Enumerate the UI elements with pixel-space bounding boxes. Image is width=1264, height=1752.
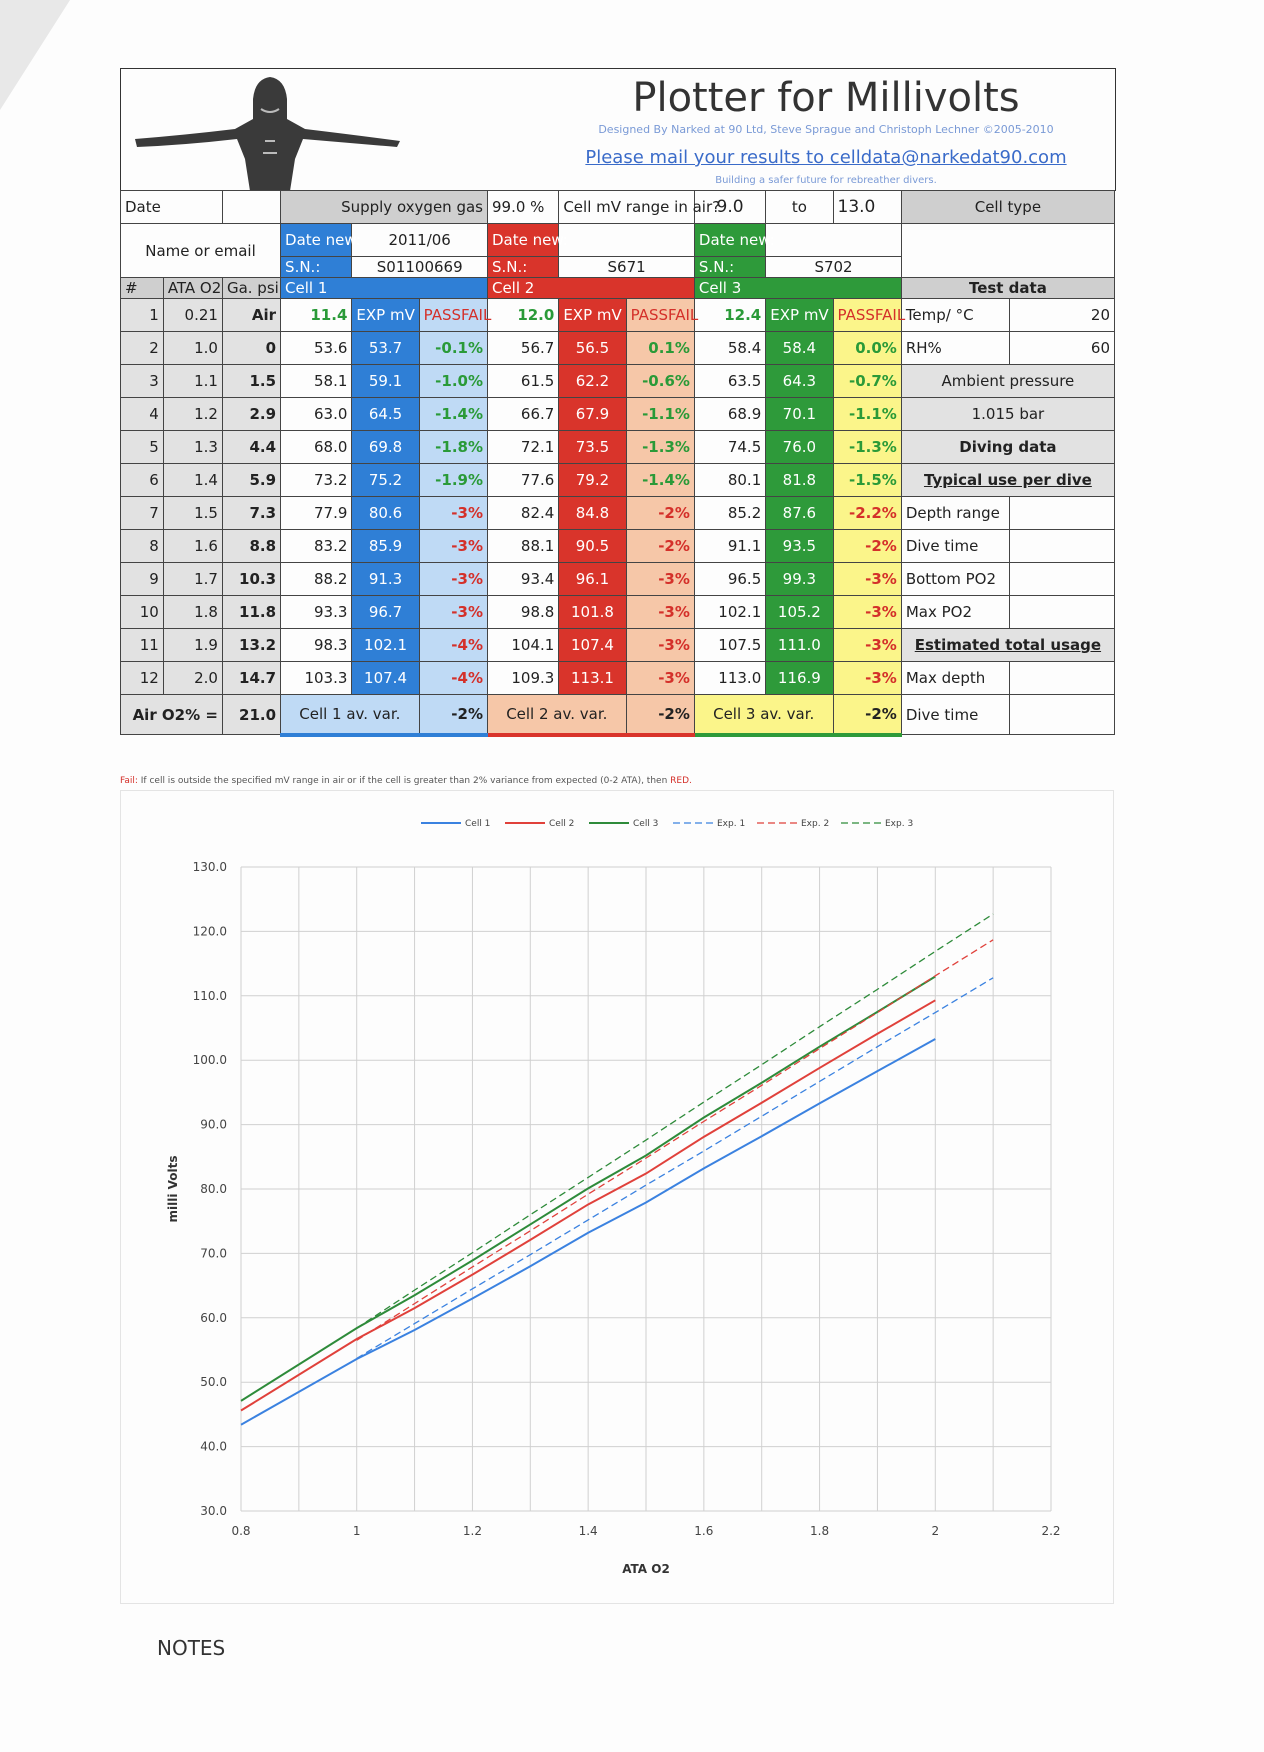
tagline: Building a safer future for rebreather divers.	[715, 175, 937, 186]
cell3-mv[interactable]: 68.9	[694, 398, 765, 431]
cell2-exp-mv: 90.5	[559, 530, 626, 563]
cell3-passfail: PASSFAIL	[833, 299, 901, 332]
cell2-mv[interactable]: 61.5	[487, 365, 558, 398]
cell1-passfail: PASSFAIL	[419, 299, 487, 332]
air-o2-value: 21.0	[222, 695, 280, 735]
cell3-exp-mv: 116.9	[766, 662, 833, 695]
cell3-mv[interactable]: 80.1	[694, 464, 765, 497]
cell1-exp-mv: 69.8	[352, 431, 419, 464]
ga-psi-value: 4.4	[222, 431, 280, 464]
cell1-passfail: -3%	[419, 530, 487, 563]
y-tick-label: 90.0	[200, 1117, 227, 1132]
ata-o2-value: 0.21	[163, 299, 222, 332]
cell1-mv[interactable]: 73.2	[281, 464, 352, 497]
cell1-avg-value: -2%	[419, 695, 487, 735]
ata-o2-value: 1.5	[163, 497, 222, 530]
side-label: RH%	[901, 332, 1009, 365]
x-tick-label: 1.8	[810, 1524, 830, 1538]
cell1-date-value[interactable]: 2011/06	[352, 224, 488, 257]
air-o2-label: Air O2% =	[121, 695, 223, 735]
table-row	[121, 398, 1115, 431]
x-tick-label: 1.6	[694, 1524, 714, 1538]
side-label: Max depth	[901, 662, 1009, 695]
millivolt-chart	[121, 791, 1113, 1603]
col-cell2: Cell 2	[487, 278, 694, 299]
cell2-mv[interactable]: 66.7	[487, 398, 558, 431]
cell1-mv[interactable]: 11.4	[281, 299, 352, 332]
row-number: 8	[121, 530, 164, 563]
x-tick-label: 1.4	[578, 1524, 598, 1538]
x-tick-label: 2.2	[1041, 1524, 1061, 1538]
cell1-mv[interactable]: 93.3	[281, 596, 352, 629]
side-heading: Typical use per dive	[901, 464, 1114, 497]
cell2-date-value[interactable]	[559, 224, 695, 257]
cell1-mv[interactable]: 88.2	[281, 563, 352, 596]
table-row	[121, 629, 1115, 662]
row-number: 1	[121, 299, 164, 332]
side-label: Depth range	[901, 497, 1009, 530]
y-tick-label: 120.0	[192, 924, 227, 939]
dive-time-label-2: Dive time	[901, 695, 1009, 735]
cell1-passfail: -3%	[419, 563, 487, 596]
cell3-mv[interactable]: 63.5	[694, 365, 765, 398]
cell-type-field[interactable]	[901, 224, 1114, 278]
row-number: 10	[121, 596, 164, 629]
cell2-mv[interactable]: 82.4	[487, 497, 558, 530]
cell1-passfail: -4%	[419, 662, 487, 695]
cell2-avg-label: Cell 2 av. var.	[487, 695, 626, 735]
row-number: 6	[121, 464, 164, 497]
legend-entry: Exp. 2	[801, 819, 830, 829]
cell2-passfail: PASSFAIL	[626, 299, 694, 332]
cell1-exp-mv: 96.7	[352, 596, 419, 629]
row-number: 12	[121, 662, 164, 695]
cell2-passfail: -3%	[626, 662, 694, 695]
cell3-passfail: -1.5%	[833, 464, 901, 497]
x-tick-label: 1.2	[462, 1524, 482, 1538]
ga-psi-value: 10.3	[222, 563, 280, 596]
cell1-exp-mv: 53.7	[352, 332, 419, 365]
cell1-exp-mv: 107.4	[352, 662, 419, 695]
cell1-passfail: -1.0%	[419, 365, 487, 398]
cell1-exp-mv: EXP mV	[352, 299, 419, 332]
cell3-exp-mv: 81.8	[766, 464, 833, 497]
cell1-mv[interactable]: 58.1	[281, 365, 352, 398]
cell3-mv[interactable]: 85.2	[694, 497, 765, 530]
col-cell3: Cell 3	[694, 278, 901, 299]
cell2-sn-label: S.N.:	[487, 257, 558, 278]
cell1-exp-mv: 59.1	[352, 365, 419, 398]
range-to: to	[766, 191, 833, 224]
cell3-date-new-label: Date new:	[694, 224, 765, 257]
designed-by: Designed By Narked at 90 Ltd, Steve Sprague and Christoph Lechner ©2005-2010	[598, 123, 1054, 136]
legend-entry: Exp. 1	[717, 819, 746, 829]
cell3-exp-mv: 70.1	[766, 398, 833, 431]
cell2-exp-mv: 62.2	[559, 365, 626, 398]
y-tick-label: 80.0	[200, 1182, 227, 1196]
ata-o2-value: 1.8	[163, 596, 222, 629]
cell2-mv[interactable]: 88.1	[487, 530, 558, 563]
cell3-exp-mv: 111.0	[766, 629, 833, 662]
cell2-passfail: -1.3%	[626, 431, 694, 464]
side-label: Bottom PO2	[901, 563, 1009, 596]
cell3-passfail: -1.1%	[833, 398, 901, 431]
cell3-exp-mv: 76.0	[766, 431, 833, 464]
ata-o2-value: 1.9	[163, 629, 222, 662]
cell1-sn-value[interactable]: S01100669	[352, 257, 488, 278]
cell1-mv[interactable]: 83.2	[281, 530, 352, 563]
ga-psi-value: 8.8	[222, 530, 280, 563]
cell1-exp-mv: 64.5	[352, 398, 419, 431]
side-value[interactable]	[1009, 530, 1114, 563]
cell3-avg-value: -2%	[833, 695, 901, 735]
ata-o2-value: 1.7	[163, 563, 222, 596]
cell3-exp-mv: 105.2	[766, 596, 833, 629]
cell3-mv[interactable]: 107.5	[694, 629, 765, 662]
cell1-exp-mv: 91.3	[352, 563, 419, 596]
ga-psi-value: 13.2	[222, 629, 280, 662]
footnote-text: If cell is outside the specified mV range in air or if the cell is greater than 2% variance from expected (0-2 ATA), then	[140, 776, 668, 786]
row-number: 11	[121, 629, 164, 662]
cell3-mv[interactable]: 12.4	[694, 299, 765, 332]
cell2-exp-mv: EXP mV	[559, 299, 626, 332]
table-row	[121, 596, 1115, 629]
y-tick-label: 30.0	[200, 1504, 227, 1518]
cell2-exp-mv: 56.5	[559, 332, 626, 365]
cell2-passfail: -0.6%	[626, 365, 694, 398]
table-row	[121, 497, 1115, 530]
ata-o2-value: 1.1	[163, 365, 222, 398]
side-label: Temp/ °C	[901, 299, 1009, 332]
cell1-exp-mv: 85.9	[352, 530, 419, 563]
table-row	[121, 530, 1115, 563]
cell3-sn-value[interactable]: S702	[766, 257, 902, 278]
cell2-exp-mv: 73.5	[559, 431, 626, 464]
ata-o2-value: 1.3	[163, 431, 222, 464]
cell1-passfail: -1.8%	[419, 431, 487, 464]
ga-psi-value: 0	[222, 332, 280, 365]
side-value[interactable]	[1009, 563, 1114, 596]
cell1-passfail: -3%	[419, 596, 487, 629]
row-number: 3	[121, 365, 164, 398]
cell3-passfail: 0.0%	[833, 332, 901, 365]
x-tick-label: 1	[352, 1524, 361, 1538]
cell1-mv[interactable]: 77.9	[281, 497, 352, 530]
x-axis-label: ATA O2	[622, 1562, 670, 1576]
ga-psi-value: 7.3	[222, 497, 280, 530]
y-tick-label: 100.0	[192, 1053, 227, 1068]
cell1-passfail: -1.4%	[419, 398, 487, 431]
cell2-exp-mv: 67.9	[559, 398, 626, 431]
cell3-exp-mv: EXP mV	[766, 299, 833, 332]
ata-o2-value: 1.2	[163, 398, 222, 431]
ata-o2-value: 1.0	[163, 332, 222, 365]
dive-time-field-2[interactable]	[1009, 695, 1114, 735]
side-value[interactable]: 20	[1009, 299, 1114, 332]
cell3-passfail: -1.3%	[833, 431, 901, 464]
legend-entry: Exp. 3	[885, 819, 914, 829]
cell2-avg-value: -2%	[626, 695, 694, 735]
cell2-passfail: 0.1%	[626, 332, 694, 365]
cell3-passfail: -2.2%	[833, 497, 901, 530]
footnote	[120, 776, 692, 786]
folded-corner	[0, 0, 70, 110]
y-tick-label: 110.0	[192, 988, 227, 1003]
row-number: 7	[121, 497, 164, 530]
cell3-sn-label: S.N.:	[694, 257, 765, 278]
cell3-passfail: -3%	[833, 629, 901, 662]
ata-o2-value: 1.4	[163, 464, 222, 497]
series-line-exp-1	[357, 978, 993, 1359]
series-line-exp-3	[357, 914, 993, 1328]
cell3-passfail: -3%	[833, 662, 901, 695]
table-row	[121, 662, 1115, 695]
y-tick-label: 130.0	[192, 860, 227, 874]
cell2-passfail: -3%	[626, 563, 694, 596]
cell2-exp-mv: 101.8	[559, 596, 626, 629]
ga-psi-value: Air	[222, 299, 280, 332]
name-label: Name or email	[121, 224, 281, 278]
side-value[interactable]	[1009, 662, 1114, 695]
cell1-mv[interactable]: 103.3	[281, 662, 352, 695]
y-axis-label: milli Volts	[166, 1155, 180, 1223]
series-line-exp-2	[357, 940, 993, 1341]
x-tick-label: 0.8	[231, 1524, 251, 1538]
cell3-mv[interactable]: 58.4	[694, 332, 765, 365]
cell3-exp-mv: 99.3	[766, 563, 833, 596]
side-label: Max PO2	[901, 596, 1009, 629]
cell3-exp-mv: 93.5	[766, 530, 833, 563]
footnote-lead: Fail:	[120, 776, 138, 786]
y-tick-label: 70.0	[200, 1246, 227, 1261]
supply-label: Supply oxygen gas	[281, 191, 488, 224]
supply-value[interactable]: 99.0 %	[487, 191, 558, 224]
footnote-tail: RED.	[670, 776, 692, 786]
chart-container	[120, 790, 1114, 1604]
cell3-mv[interactable]: 102.1	[694, 596, 765, 629]
cell2-mv[interactable]: 77.6	[487, 464, 558, 497]
cell3-passfail: -3%	[833, 563, 901, 596]
side-value[interactable]: 60	[1009, 332, 1114, 365]
ga-psi-value: 11.8	[222, 596, 280, 629]
cell1-mv[interactable]: 98.3	[281, 629, 352, 662]
cell2-mv[interactable]: 93.4	[487, 563, 558, 596]
y-tick-label: 50.0	[200, 1375, 227, 1390]
cell3-mv[interactable]: 113.0	[694, 662, 765, 695]
col-cell1: Cell 1	[281, 278, 488, 299]
table-row	[121, 431, 1115, 464]
ga-psi-value: 14.7	[222, 662, 280, 695]
x-tick-label: 2	[931, 1524, 940, 1538]
cell1-mv[interactable]: 68.0	[281, 431, 352, 464]
table-row	[121, 563, 1115, 596]
cell1-exp-mv: 102.1	[352, 629, 419, 662]
cell2-sn-value[interactable]: S671	[559, 257, 695, 278]
cell1-passfail: -1.9%	[419, 464, 487, 497]
cell1-passfail: -4%	[419, 629, 487, 662]
side-heading: Ambient pressure	[901, 365, 1114, 398]
cell3-mv[interactable]: 91.1	[694, 530, 765, 563]
cell2-passfail: -1.1%	[626, 398, 694, 431]
diver-logo-icon	[125, 69, 425, 191]
cell1-passfail: -3%	[419, 497, 487, 530]
cell1-sn-label: S.N.:	[281, 257, 352, 278]
cell3-mv[interactable]: 74.5	[694, 431, 765, 464]
page-title: Plotter for Millivolts	[632, 75, 1020, 121]
ata-o2-value: 1.6	[163, 530, 222, 563]
cell2-passfail: -3%	[626, 596, 694, 629]
cell3-mv[interactable]: 96.5	[694, 563, 765, 596]
cell2-passfail: -1.4%	[626, 464, 694, 497]
table-row	[121, 365, 1115, 398]
cell3-avg-label: Cell 3 av. var.	[694, 695, 833, 735]
col-ata: ATA O2	[163, 278, 222, 299]
legend-entry: Cell 3	[633, 819, 659, 829]
range-min[interactable]: 9.0	[694, 191, 765, 224]
cell3-exp-mv: 58.4	[766, 332, 833, 365]
date-label: Date	[121, 191, 223, 224]
cell2-exp-mv: 96.1	[559, 563, 626, 596]
cell2-exp-mv: 79.2	[559, 464, 626, 497]
cell2-passfail: -2%	[626, 497, 694, 530]
cell2-exp-mv: 84.8	[559, 497, 626, 530]
cell2-mv[interactable]: 72.1	[487, 431, 558, 464]
cell2-date-new-label: Date new:	[487, 224, 558, 257]
side-label: Dive time	[901, 530, 1009, 563]
row-number: 2	[121, 332, 164, 365]
cell1-mv[interactable]: 53.6	[281, 332, 352, 365]
cell2-exp-mv: 107.4	[559, 629, 626, 662]
row-number: 5	[121, 431, 164, 464]
cell1-exp-mv: 75.2	[352, 464, 419, 497]
cell2-mv[interactable]: 98.8	[487, 596, 558, 629]
cell-type-label: Cell type	[901, 191, 1114, 224]
cell2-passfail: -3%	[626, 629, 694, 662]
row-number: 4	[121, 398, 164, 431]
cell2-mv[interactable]: 104.1	[487, 629, 558, 662]
side-heading: Diving data	[901, 431, 1114, 464]
cell2-mv[interactable]: 12.0	[487, 299, 558, 332]
row-number: 9	[121, 563, 164, 596]
y-tick-label: 40.0	[200, 1439, 227, 1454]
cell2-mv[interactable]: 56.7	[487, 332, 558, 365]
side-value[interactable]	[1009, 497, 1114, 530]
cell2-exp-mv: 113.1	[559, 662, 626, 695]
notes-label: NOTES	[157, 1636, 226, 1660]
cell1-exp-mv: 80.6	[352, 497, 419, 530]
y-tick-label: 60.0	[200, 1310, 227, 1325]
cell3-passfail: -2%	[833, 530, 901, 563]
cell3-date-value[interactable]	[766, 224, 902, 257]
legend-entry: Cell 1	[465, 819, 491, 829]
cell2-passfail: -2%	[626, 530, 694, 563]
range-label: Cell mV range in air?	[559, 191, 695, 224]
col-gapsi: Ga. psi	[222, 278, 280, 299]
cell3-exp-mv: 64.3	[766, 365, 833, 398]
table-row	[121, 464, 1115, 497]
cell3-passfail: -3%	[833, 596, 901, 629]
cell3-passfail: -0.7%	[833, 365, 901, 398]
cell1-passfail: -0.1%	[419, 332, 487, 365]
range-max[interactable]: 13.0	[833, 191, 901, 224]
mail-link[interactable]: Please mail your results to celldata@narkedat90.com	[585, 147, 1067, 168]
side-heading: Estimated total usage	[901, 629, 1114, 662]
legend-entry: Cell 2	[549, 819, 575, 829]
ga-psi-value: 1.5	[222, 365, 280, 398]
cell1-date-new-label: Date new:	[281, 224, 352, 257]
table-row	[121, 299, 1115, 332]
ata-o2-value: 2.0	[163, 662, 222, 695]
data-table	[120, 190, 1115, 737]
ga-psi-value: 2.9	[222, 398, 280, 431]
col-test-data: Test data	[901, 278, 1114, 299]
cell3-exp-mv: 87.6	[766, 497, 833, 530]
ga-psi-value: 5.9	[222, 464, 280, 497]
cell1-avg-label: Cell 1 av. var.	[281, 695, 420, 735]
col-num: #	[121, 278, 164, 299]
side-value[interactable]	[1009, 596, 1114, 629]
header	[120, 68, 1116, 191]
date-field[interactable]	[222, 191, 280, 224]
cell2-mv[interactable]: 109.3	[487, 662, 558, 695]
table-row	[121, 332, 1115, 365]
cell1-mv[interactable]: 63.0	[281, 398, 352, 431]
side-heading: 1.015 bar	[901, 398, 1114, 431]
